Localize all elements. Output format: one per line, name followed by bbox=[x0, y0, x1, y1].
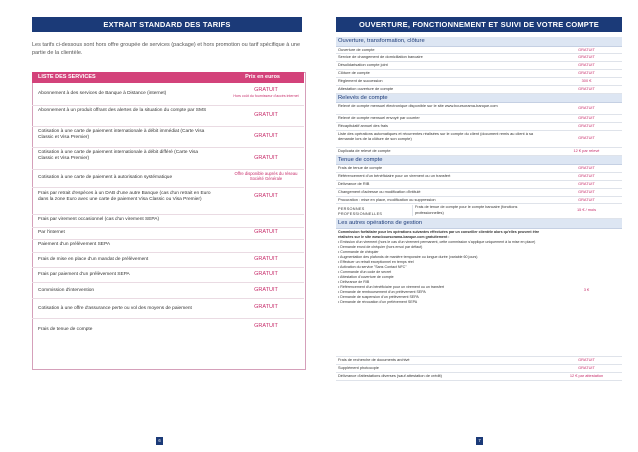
section-header bbox=[336, 219, 622, 229]
service-price: GRATUIT bbox=[254, 304, 278, 310]
fee-value: GRATUIT bbox=[578, 172, 595, 178]
fee-value: GRATUIT bbox=[578, 196, 595, 202]
fee-label: Liste des opérations automatiques et récurrentes réalisées sur le compte du client (document remis au client à sa demande lors de la clôture de son compte) bbox=[338, 131, 534, 142]
fee-row bbox=[336, 181, 622, 189]
fee-label: Délivrance d'attestations diverses (sauf attestation de crédit) bbox=[338, 372, 442, 378]
fee-label: Service de changement de domiciliation bancaire bbox=[338, 54, 423, 60]
fee-value: GRATUIT bbox=[578, 46, 595, 52]
fee-value: GRATUIT bbox=[578, 188, 595, 194]
service-label: Frais par retrait d'espèces à un DAB d'une autre Banque (cas d'un retrait en Euro dans la zone Euro avec une carte de paiement Visa Classic ou Visa Premier) bbox=[38, 191, 211, 202]
section-title: Relevés de compte bbox=[338, 94, 388, 101]
fee-value: GRATUIT bbox=[578, 356, 595, 362]
fee-value: 3 € bbox=[583, 286, 590, 292]
list-item: • Demande de remboursement d'un prélèvement SEPA bbox=[338, 289, 426, 294]
fee-row bbox=[336, 357, 622, 365]
list-item: • Demande envoi de chéquier (hors envoi par défaut) bbox=[338, 244, 423, 249]
right-page bbox=[319, 0, 638, 452]
account-fees-table bbox=[336, 37, 622, 381]
list-item: • Demande de révocation d'un prélèvement SEPA bbox=[338, 299, 418, 304]
fee-label: Duplicata de relevé de compte bbox=[338, 147, 391, 153]
list-item: • Commande d'un code de secret bbox=[338, 269, 392, 274]
fee-value: 12 € par relevé bbox=[573, 147, 600, 153]
fee-label: Ouverture de compte bbox=[338, 46, 375, 52]
fee-value: GRATUIT bbox=[578, 180, 595, 186]
fee-row bbox=[336, 173, 622, 181]
fee-row bbox=[336, 123, 622, 131]
fee-value: GRATUIT bbox=[578, 70, 595, 76]
fee-label: Attestation ouverture de compte bbox=[338, 85, 394, 91]
fee-value: GRATUIT bbox=[578, 364, 595, 370]
service-price: GRATUIT bbox=[254, 229, 278, 235]
fee-value: GRATUIT bbox=[578, 62, 595, 68]
fee-label: Clôture de compte bbox=[338, 70, 370, 76]
fee-value: GRATUIT bbox=[578, 165, 595, 171]
fee-row bbox=[336, 115, 622, 123]
service-price: Offre disponible auprès du réseau Société Générale bbox=[234, 171, 298, 182]
list-item: • Emission d'un virement (hors le cas d'un virement permanent, cette commission s'applique uniquement à la mise en place) bbox=[338, 239, 536, 244]
list-item: • Commande de chéquier bbox=[338, 249, 379, 254]
fee-row bbox=[336, 197, 622, 205]
professional-label: PERSONNES PROFESSIONNELLES bbox=[338, 207, 383, 217]
section-title: Les autres opérations de gestion bbox=[338, 220, 423, 227]
service-price-note: Hors coût du fournisseur d'accès internet bbox=[233, 94, 299, 98]
list-item: • Activation du service "Sans Contact NFC" bbox=[338, 264, 407, 269]
fee-row bbox=[336, 189, 622, 197]
fee-label: Changement d'adresse ou modification d'intitulé bbox=[338, 188, 421, 194]
service-label: Cotisation à une carte de paiement à autorisation systématique bbox=[38, 175, 173, 180]
service-label: Par l'internet bbox=[38, 230, 65, 235]
fee-value: GRATUIT bbox=[578, 54, 595, 60]
section-header bbox=[336, 94, 622, 104]
fee-value: GRATUIT bbox=[578, 115, 595, 121]
service-price: GRATUIT bbox=[254, 155, 278, 161]
fee-row bbox=[336, 54, 622, 62]
service-label: Frais par virement occasionnel (cas d'un virement SEPA) bbox=[38, 217, 160, 222]
fee-label: Relevé de compte mensuel électronique disponible sur le site www.boursorama-banque.com bbox=[338, 103, 498, 109]
fee-label: Référencement d'un bénéficiaire pour un virement ou un transfert bbox=[338, 172, 451, 178]
section-header bbox=[336, 37, 622, 47]
service-price: GRATUIT bbox=[254, 112, 278, 118]
fee-row-flat-commission bbox=[336, 229, 622, 357]
service-label: Frais de mise en place d'un mandat de prélèvement bbox=[38, 257, 149, 262]
list-item: • Effectuer un retrait exceptionnel en temps réel bbox=[338, 259, 414, 264]
fee-value: 12 € par attestation bbox=[569, 372, 604, 378]
service-label: Cotisation à une carte de paiement internationale à débit immédiat (Carte Visa Classic et Visa Premier) bbox=[38, 129, 205, 140]
service-price: GRATUIT bbox=[254, 256, 278, 262]
service-price: GRATUIT bbox=[254, 323, 278, 329]
professional-fee-label: Frais de tenue de compte pour le compte bancaire (fonctions professionnelles) bbox=[412, 205, 547, 216]
fee-row bbox=[336, 86, 622, 94]
fee-label: Délivrance de RIB bbox=[338, 180, 370, 186]
fee-label: Règlement de succession bbox=[338, 78, 383, 84]
fee-value: GRATUIT bbox=[578, 123, 595, 129]
fee-row bbox=[336, 165, 622, 173]
service-label: Abonnement à un produit offrant des alertes de la situation du compte par SMS bbox=[38, 108, 207, 113]
fee-value: 300 € bbox=[581, 78, 592, 84]
service-label: Paiement d'un prélèvement SEPA bbox=[38, 242, 111, 247]
intro-text: Les tarifs ci-dessous sont hors offre groupée de services (package) et hors promotion ou tarif spécifique à une partie de la clientèle. bbox=[32, 42, 301, 56]
service-price: GRATUIT bbox=[254, 287, 278, 293]
fee-row bbox=[336, 78, 622, 86]
fee-row bbox=[336, 131, 622, 148]
service-label: Cotisation à une carte de paiement internationale à débit différé (Carte Visa Classic et Visa Premier) bbox=[38, 150, 199, 161]
fee-row bbox=[336, 47, 622, 55]
service-label: Cotisation à une offre d'assurance perte ou vol des moyens de paiement bbox=[38, 306, 192, 311]
list-item: • Demande de suspension d'un prélèvement SEPA bbox=[338, 294, 419, 299]
fee-value: GRATUIT bbox=[578, 105, 595, 111]
service-price: GRATUIT bbox=[254, 133, 278, 139]
fee-label: Frais de tenue de compte bbox=[338, 165, 383, 171]
list-item: • Attestation d'ouverture de compte bbox=[338, 274, 394, 279]
list-item: • Délivrance de RIB bbox=[338, 279, 370, 284]
services-column-header: LISTE DES SERVICES bbox=[38, 74, 96, 80]
list-item: • Augmentation des plafonds de manière temporaire ou longue durée (variable 60 jours) bbox=[338, 254, 478, 259]
service-price: GRATUIT Hors coût du fournisseur d'accès internet bbox=[228, 87, 304, 98]
fee-value: GRATUIT bbox=[578, 85, 595, 91]
fee-label: Relevé de compte mensuel envoyé par courrier bbox=[338, 115, 420, 121]
section-title: Ouverture, transformation, clôture bbox=[338, 38, 425, 44]
fee-label: Supplément photocopie bbox=[338, 364, 379, 370]
fee-row bbox=[336, 70, 622, 78]
fee-row bbox=[336, 148, 622, 156]
fee-row bbox=[336, 365, 622, 373]
page-number-left: 6 bbox=[156, 437, 163, 445]
fee-label: Frais de recherche de documents archivé bbox=[338, 356, 410, 362]
fee-value: 15 € / mois bbox=[576, 207, 597, 213]
flat-commission-text bbox=[338, 230, 546, 305]
fee-row bbox=[336, 62, 622, 70]
fee-row bbox=[336, 373, 622, 381]
fee-row bbox=[336, 103, 622, 115]
fee-row-professional bbox=[336, 204, 622, 219]
price-column-header: Prix en euros bbox=[245, 74, 280, 80]
service-price: GRATUIT bbox=[254, 193, 278, 199]
service-price: GRATUIT bbox=[254, 271, 278, 277]
service-label: Frais de tenue de compte bbox=[38, 327, 93, 332]
flat-commission-title: Commission forfaitaire pour les opérations suivantes effectuées par un conseiller clientèle alors qu'elles peuvent être réalisées sur le site www.boursorama-banque.com gratuitement : bbox=[338, 229, 540, 239]
page-number-right: 7 bbox=[476, 437, 483, 445]
fee-label: Désolidarisation compte joint bbox=[338, 62, 388, 68]
section-title: Tenue de compte bbox=[338, 156, 383, 163]
right-page-title: OUVERTURE, FONCTIONNEMENT ET SUIVI DE VOTRE COMPTE bbox=[336, 17, 622, 32]
fee-label: Procuration : mise en place, modification ou suppression bbox=[338, 196, 436, 202]
list-item: • Référencement d'un bénéficiaire pour un virement ou un transfert bbox=[338, 284, 445, 289]
service-label: Frais par paiement d'un prélèvement SEPA bbox=[38, 272, 130, 277]
fee-label: Récapitulatif annuel des frais bbox=[338, 123, 388, 129]
section-header bbox=[336, 156, 622, 166]
service-label: Commission d'intervention bbox=[38, 288, 95, 293]
fee-value: GRATUIT bbox=[578, 135, 595, 141]
left-page-title: EXTRAIT STANDARD DES TARIFS bbox=[32, 17, 302, 32]
service-label: Abonnement à des services de Banque à Distance (internet) bbox=[38, 91, 167, 96]
